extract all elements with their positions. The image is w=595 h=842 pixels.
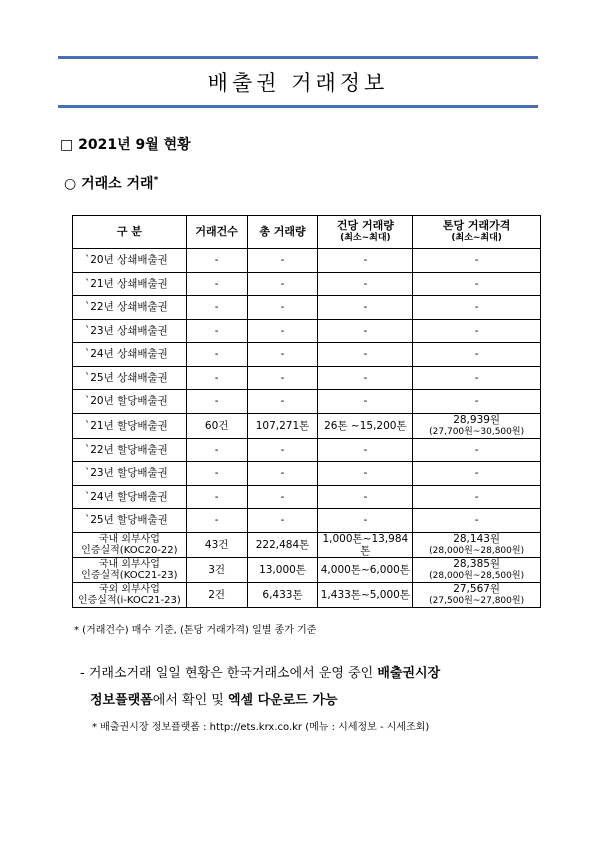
cell-category-text: `24년 할당배출권 — [85, 490, 168, 503]
cell-category — [73, 296, 187, 320]
cell-total-text: - — [280, 490, 285, 503]
cell-category — [73, 249, 187, 273]
table-row — [73, 557, 541, 582]
cell-category-text: 국내 외부사업 — [98, 558, 160, 570]
cell-category-text: `20년 할당배출권 — [85, 395, 168, 408]
cell-price-text: (28,000원~28,500원) — [429, 570, 525, 581]
cell-count-text: 2건 — [208, 588, 226, 601]
cell-total-text: 107,271톤 — [255, 419, 310, 432]
cell-price-text: - — [474, 348, 479, 361]
cell-total — [247, 343, 318, 367]
cell-per-trade — [318, 557, 413, 582]
table-row — [73, 485, 541, 509]
cell-per-trade — [318, 532, 413, 557]
cell-category — [73, 462, 187, 486]
cell-count — [186, 366, 247, 390]
cell-category-text: `21년 상쇄배출권 — [85, 277, 168, 290]
cell-count — [186, 413, 247, 438]
cell-count-text: - — [214, 467, 219, 480]
cell-per-trade — [318, 366, 413, 390]
header-per-trade — [318, 216, 413, 249]
cell-category-text: `22년 상쇄배출권 — [85, 301, 168, 314]
cell-total — [247, 557, 318, 582]
cell-count — [186, 343, 247, 367]
table-row — [73, 319, 541, 343]
cell-price — [413, 366, 541, 390]
platform-name-bold1: 배출권시장 — [377, 666, 441, 681]
cell-price-text: - — [474, 443, 479, 456]
cell-per-trade-text: 4,000톤~6,000톤 — [320, 563, 410, 576]
platform-info — [80, 660, 550, 714]
trade-table — [72, 215, 541, 608]
cell-count — [186, 272, 247, 296]
cell-count-text: - — [214, 514, 219, 527]
cell-per-trade-text: 1,000톤~13,984톤 — [322, 532, 409, 557]
header-price — [413, 216, 541, 249]
cell-per-trade-text: 1,433톤~5,000톤 — [320, 588, 410, 601]
cell-per-trade — [318, 390, 413, 414]
cell-total-text: - — [280, 324, 285, 337]
cell-per-trade-text: - — [363, 301, 368, 314]
section-heading: □ 2021년 9월 현황 — [60, 137, 191, 153]
cell-category — [73, 438, 187, 462]
cell-total — [247, 272, 318, 296]
cell-count-text: - — [214, 443, 219, 456]
cell-total — [247, 390, 318, 414]
cell-total-text: - — [280, 277, 285, 290]
cell-per-trade-text: - — [363, 467, 368, 480]
cell-total — [247, 532, 318, 557]
cell-count — [186, 296, 247, 320]
cell-price — [413, 272, 541, 296]
cell-count — [186, 557, 247, 582]
table-note: * (거래건수) 매수 기준, (톤당 거래가격) 일별 종가 기준 — [74, 625, 317, 636]
cell-price — [413, 485, 541, 509]
header-per-trade-text: 건당 거래량 — [336, 219, 394, 232]
header-price-sub: (최소~최대) — [451, 233, 502, 243]
cell-price-text: - — [474, 301, 479, 314]
cell-category-text: `23년 상쇄배출권 — [85, 324, 168, 337]
cell-category-text: `21년 할당배출권 — [85, 419, 168, 432]
cell-per-trade — [318, 319, 413, 343]
cell-category-text: `23년 할당배출권 — [85, 467, 168, 480]
cell-price — [413, 532, 541, 557]
cell-price-text: 27,567원 — [453, 582, 501, 595]
cell-per-trade — [318, 509, 413, 533]
cell-total — [247, 462, 318, 486]
cell-price — [413, 413, 541, 438]
cell-category — [73, 272, 187, 296]
cell-price — [413, 296, 541, 320]
cell-count — [186, 249, 247, 273]
cell-count — [186, 532, 247, 557]
cell-price-text: - — [474, 467, 479, 480]
cell-per-trade — [318, 413, 413, 438]
cell-category — [73, 557, 187, 582]
cell-total-text: 13,000톤 — [259, 563, 306, 576]
cell-category-text: `25년 상쇄배출권 — [85, 371, 168, 384]
cell-count-text: - — [214, 490, 219, 503]
cell-per-trade — [318, 438, 413, 462]
cell-per-trade-text: - — [363, 254, 368, 267]
source-note: * 배출권시장 정보플랫폼 : http://ets.krx.co.kr (메뉴 : 시세정보 - 시세조회) — [92, 722, 430, 733]
cell-per-trade-text: - — [363, 514, 368, 527]
page-title: 배출권 거래정보 — [207, 71, 389, 95]
table-row — [73, 509, 541, 533]
header-count: 거래건수 — [186, 216, 247, 249]
cell-category — [73, 582, 187, 607]
cell-total — [247, 485, 318, 509]
cell-category — [73, 413, 187, 438]
cell-total — [247, 582, 318, 607]
cell-count-text: 60건 — [204, 419, 229, 432]
cell-count — [186, 462, 247, 486]
cell-price — [413, 249, 541, 273]
cell-price-text: - — [474, 324, 479, 337]
cell-total-text: - — [280, 254, 285, 267]
cell-per-trade — [318, 485, 413, 509]
cell-count-text: - — [214, 395, 219, 408]
cell-price-text: (27,500원~27,800원) — [429, 595, 525, 606]
cell-category — [73, 390, 187, 414]
cell-total — [247, 366, 318, 390]
table-row — [73, 366, 541, 390]
cell-per-trade — [318, 296, 413, 320]
cell-category — [73, 343, 187, 367]
header-per-trade-sub: (최소~최대) — [340, 233, 391, 243]
excel-download-bold: 엑셀 다운로드 가능 — [227, 693, 338, 708]
cell-per-trade-text: 26톤 ~15,200톤 — [324, 419, 407, 432]
cell-price-text: 28,385원 — [453, 557, 501, 570]
cell-price-text: - — [474, 277, 479, 290]
cell-price-text: (28,000원~28,800원) — [429, 545, 525, 556]
cell-total-text: - — [280, 514, 285, 527]
table-row — [73, 532, 541, 557]
table-row — [73, 390, 541, 414]
cell-per-trade-text: - — [363, 395, 368, 408]
cell-price-text: 28,143원 — [453, 532, 501, 545]
table-row — [73, 413, 541, 438]
table-row — [73, 462, 541, 486]
table-row — [73, 296, 541, 320]
cell-per-trade-text: - — [363, 348, 368, 361]
cell-count — [186, 509, 247, 533]
cell-price-text: - — [474, 395, 479, 408]
platform-name-bold2: 정보플랫폼 — [90, 693, 153, 708]
cell-count — [186, 319, 247, 343]
cell-total — [247, 509, 318, 533]
cell-count-text: - — [214, 254, 219, 267]
table-row — [73, 438, 541, 462]
cell-total-text: 222,484톤 — [255, 538, 310, 551]
table-row — [73, 343, 541, 367]
cell-price-text: - — [474, 254, 479, 267]
cell-per-trade-text: - — [363, 490, 368, 503]
cell-price — [413, 319, 541, 343]
table-row — [73, 582, 541, 607]
cell-category — [73, 485, 187, 509]
cell-count-text: - — [214, 277, 219, 290]
cell-total — [247, 438, 318, 462]
cell-category-text: `24년 상쇄배출권 — [85, 348, 168, 361]
cell-count-text: 3건 — [208, 563, 226, 576]
cell-count — [186, 485, 247, 509]
cell-total — [247, 249, 318, 273]
cell-price — [413, 509, 541, 533]
cell-price — [413, 438, 541, 462]
cell-per-trade-text: - — [363, 277, 368, 290]
cell-category-text: 인증실적(i-KOC21-23) — [77, 594, 181, 606]
cell-per-trade — [318, 462, 413, 486]
cell-category-text: `22년 할당배출권 — [85, 443, 168, 456]
cell-count-text: - — [214, 301, 219, 314]
cell-price-text: - — [474, 514, 479, 527]
cell-total-text: - — [280, 443, 285, 456]
cell-total-text: - — [280, 348, 285, 361]
cell-per-trade-text: - — [363, 443, 368, 456]
cell-price — [413, 557, 541, 582]
cell-total-text: - — [280, 467, 285, 480]
cell-category-text: `25년 할당배출권 — [85, 514, 168, 527]
platform-info-part2: 에서 확인 및 — [152, 693, 228, 708]
cell-category-text: 국외 외부사업 — [98, 583, 160, 595]
cell-price-text: 28,939원 — [453, 413, 501, 426]
header-category: 구 분 — [73, 216, 187, 249]
platform-info-line2 — [80, 687, 550, 714]
subsection-mark: * — [153, 175, 159, 186]
cell-per-trade — [318, 272, 413, 296]
cell-per-trade — [318, 343, 413, 367]
cell-per-trade-text: - — [363, 371, 368, 384]
cell-count — [186, 438, 247, 462]
cell-total — [247, 296, 318, 320]
cell-category — [73, 509, 187, 533]
cell-count-text: - — [214, 371, 219, 384]
table-header-row — [73, 216, 541, 249]
cell-total — [247, 319, 318, 343]
cell-category-text: `20년 상쇄배출권 — [85, 254, 168, 267]
cell-count — [186, 390, 247, 414]
title-box — [58, 56, 538, 108]
cell-price — [413, 390, 541, 414]
cell-count — [186, 582, 247, 607]
cell-total — [247, 413, 318, 438]
cell-count-text: - — [214, 348, 219, 361]
cell-price-text: - — [474, 371, 479, 384]
cell-category-text: 인증실적(KOC20-22) — [81, 544, 178, 556]
cell-total-text: - — [280, 301, 285, 314]
cell-total-text: 6,433톤 — [262, 588, 303, 601]
cell-category — [73, 319, 187, 343]
cell-price — [413, 582, 541, 607]
cell-price — [413, 343, 541, 367]
cell-total-text: - — [280, 395, 285, 408]
cell-per-trade — [318, 249, 413, 273]
cell-category-text: 국내 외부사업 — [98, 533, 160, 545]
cell-total-text: - — [280, 371, 285, 384]
cell-price-text: - — [474, 490, 479, 503]
header-price-text: 톤당 거래가격 — [442, 219, 511, 232]
subsection-heading-text: ○ 거래소 거래 — [64, 176, 154, 192]
subsection-heading — [64, 173, 158, 193]
cell-category — [73, 366, 187, 390]
cell-per-trade-text: - — [363, 324, 368, 337]
header-total: 총 거래량 — [247, 216, 318, 249]
cell-category — [73, 532, 187, 557]
cell-price-text: (27,700원~30,500원) — [429, 426, 525, 437]
cell-count-text: 43건 — [204, 538, 229, 551]
table-row — [73, 272, 541, 296]
cell-per-trade — [318, 582, 413, 607]
platform-info-part1: - 거래소거래 일일 현황은 한국거래소에서 운영 중인 — [80, 666, 378, 681]
cell-price — [413, 462, 541, 486]
cell-category-text: 인증실적(KOC21-23) — [81, 569, 178, 581]
table-row — [73, 249, 541, 273]
cell-count-text: - — [214, 324, 219, 337]
